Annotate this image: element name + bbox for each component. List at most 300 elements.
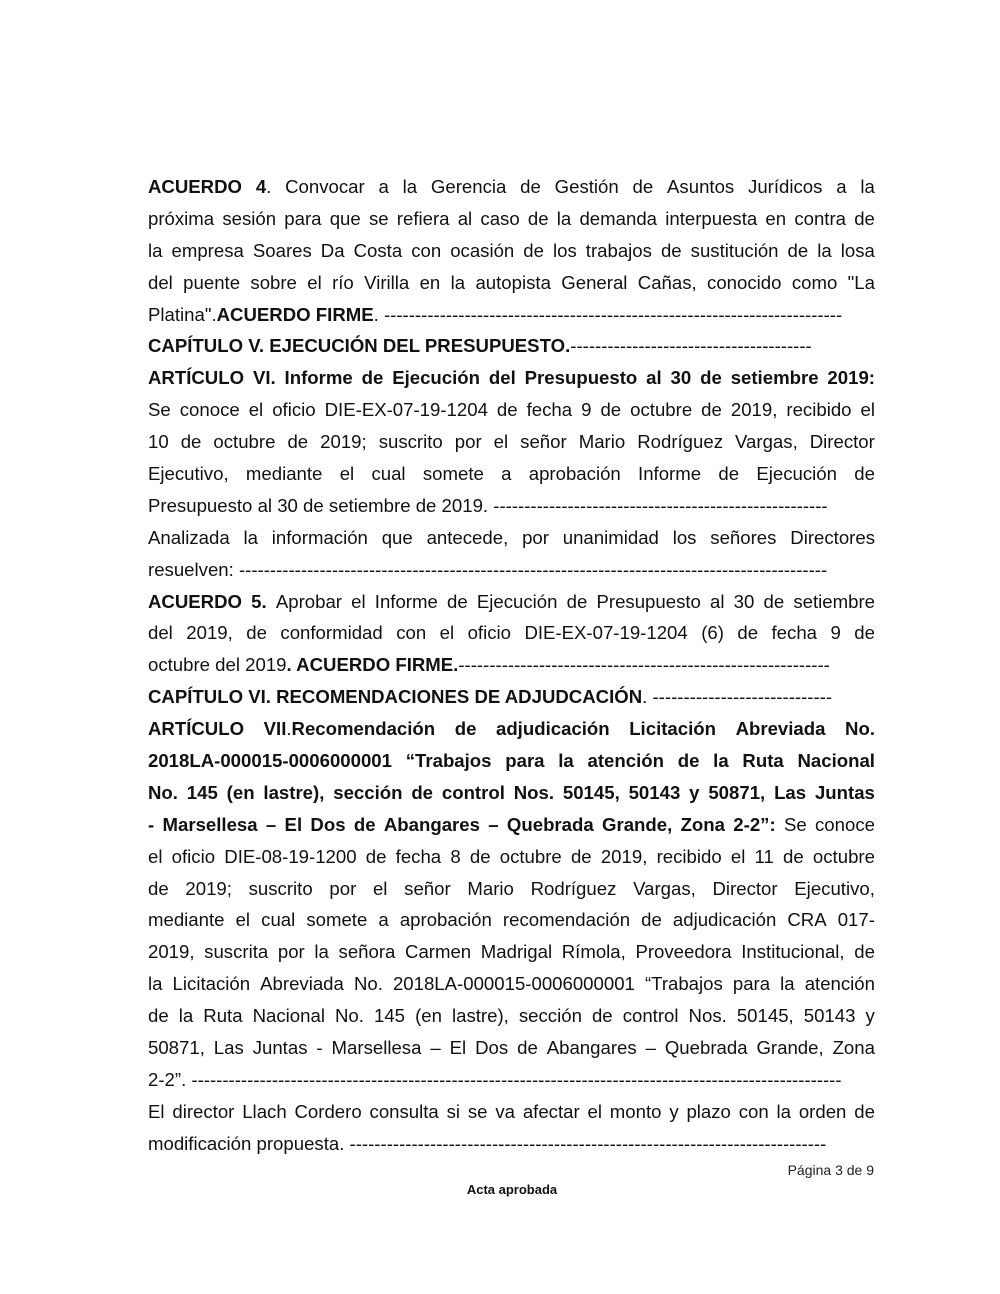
word-group xyxy=(306,904,367,936)
word-group xyxy=(253,1000,325,1032)
word-group xyxy=(524,617,687,649)
word-group xyxy=(561,267,627,299)
word-group xyxy=(587,1096,601,1128)
word: la xyxy=(402,176,418,197)
word: Informe xyxy=(374,590,438,612)
text-line xyxy=(148,617,875,649)
word: Nacional xyxy=(252,1005,325,1027)
word-group xyxy=(563,777,620,809)
justified-line xyxy=(148,777,875,809)
word: Las xyxy=(774,781,807,803)
word: . xyxy=(286,718,292,740)
word: de xyxy=(632,176,654,197)
word: Quebrada xyxy=(664,1037,748,1059)
word: Llach xyxy=(242,1100,287,1122)
word: recomendación xyxy=(502,909,631,931)
word-group xyxy=(488,809,498,841)
word-group xyxy=(553,235,577,267)
word: interpuesta xyxy=(665,207,758,229)
word-group xyxy=(148,777,178,809)
word: de xyxy=(570,845,592,867)
word: el xyxy=(248,399,264,421)
word: – xyxy=(488,813,499,835)
word: Licitación xyxy=(629,718,716,740)
word-group xyxy=(148,522,230,554)
word: adjudicación xyxy=(672,909,777,931)
word: río xyxy=(332,271,354,293)
word-group xyxy=(780,968,794,1000)
text-line xyxy=(148,649,875,681)
word-group xyxy=(848,267,875,299)
word-group xyxy=(447,586,468,618)
word: ARTÍCULO xyxy=(148,367,245,389)
justified-line xyxy=(148,968,875,1000)
word-group xyxy=(148,1000,169,1032)
word: 2019, xyxy=(600,845,648,867)
justified-line xyxy=(148,809,875,841)
justified-line xyxy=(148,904,875,936)
word: al xyxy=(457,207,473,229)
text-line xyxy=(148,841,875,873)
word-group xyxy=(563,522,659,554)
text-line xyxy=(148,1032,875,1064)
word: 2019, xyxy=(186,622,233,644)
word: 2019; xyxy=(320,431,367,453)
word-group xyxy=(362,362,384,394)
word-group xyxy=(320,426,367,458)
word: fecha xyxy=(395,845,442,867)
word-group xyxy=(224,841,356,873)
word: setiembre xyxy=(730,367,819,389)
word: de xyxy=(246,622,267,644)
word-group xyxy=(737,617,758,649)
word-group xyxy=(148,745,392,777)
justified-line xyxy=(148,586,875,618)
word-group xyxy=(710,522,776,554)
word: recibido xyxy=(786,399,852,421)
word: somete xyxy=(306,909,368,931)
word: Ruta xyxy=(203,1005,243,1027)
text-line xyxy=(148,235,875,267)
word: de xyxy=(361,367,384,389)
word-group xyxy=(246,458,323,490)
word: Se xyxy=(148,399,171,421)
word: de xyxy=(566,590,588,612)
word: Grande, xyxy=(602,813,673,835)
word: la xyxy=(860,176,875,197)
word: puente xyxy=(183,271,241,293)
word: Cañas, xyxy=(637,271,697,293)
word: para xyxy=(505,750,545,772)
word: Juntas xyxy=(814,781,875,803)
word: Madrigal xyxy=(480,941,553,963)
word-group xyxy=(295,1096,362,1128)
word: cual xyxy=(371,463,406,485)
text-line xyxy=(148,1000,875,1032)
word-group xyxy=(547,1032,637,1064)
word-group xyxy=(369,203,389,235)
word: Institucional, xyxy=(741,941,845,963)
word-group xyxy=(710,586,724,618)
word-group xyxy=(250,267,297,299)
word: de xyxy=(527,207,549,229)
word: 2019, xyxy=(730,399,778,421)
word-group xyxy=(213,426,275,458)
word-group xyxy=(635,936,731,968)
word-group xyxy=(148,235,162,267)
word: el xyxy=(351,590,366,612)
word: de xyxy=(496,399,518,421)
word: suscrito xyxy=(248,877,313,899)
word-group xyxy=(633,171,654,203)
word-group xyxy=(246,617,267,649)
word: el xyxy=(307,271,322,293)
word-group xyxy=(707,267,781,299)
word-group xyxy=(838,904,875,936)
word: 5. xyxy=(251,590,267,612)
word-group xyxy=(172,235,244,267)
word: por xyxy=(522,526,549,548)
word: a xyxy=(378,176,389,197)
word-group xyxy=(579,203,657,235)
word-group xyxy=(253,235,312,267)
word-group xyxy=(531,873,617,905)
word: Ejecutivo, xyxy=(794,877,875,899)
word-group xyxy=(496,713,610,745)
word-group xyxy=(667,171,734,203)
word: 2019; xyxy=(185,877,232,899)
word-group xyxy=(777,1096,791,1128)
word-group xyxy=(148,841,162,873)
word: señores xyxy=(710,526,777,548)
word-group xyxy=(665,203,757,235)
word: – xyxy=(430,1037,441,1059)
word: refiera xyxy=(396,207,450,229)
word-group xyxy=(172,1096,234,1128)
word-group xyxy=(251,586,267,618)
word-group xyxy=(236,904,250,936)
word-group xyxy=(678,745,700,777)
word: de xyxy=(353,813,376,835)
word-group xyxy=(755,841,774,873)
word-group xyxy=(278,936,305,968)
word: cual xyxy=(261,909,296,931)
word-group xyxy=(396,841,442,873)
word: Quebrada xyxy=(506,813,594,835)
word-group xyxy=(423,458,484,490)
word-group xyxy=(148,713,244,745)
word-group xyxy=(204,936,268,968)
word-group xyxy=(736,713,826,745)
word: de xyxy=(148,877,169,899)
word-group xyxy=(307,267,321,299)
word-group xyxy=(253,362,276,394)
word-group xyxy=(253,1032,308,1064)
word: fecha xyxy=(526,399,573,421)
word-group xyxy=(774,777,806,809)
word-group xyxy=(813,841,875,873)
text-segment: ------------------------------------------------------------ xyxy=(458,654,830,676)
word-group xyxy=(841,235,875,267)
word: de xyxy=(737,622,759,644)
word-group xyxy=(733,809,775,841)
word-group xyxy=(470,841,491,873)
justified-line xyxy=(148,426,875,458)
page-number: Página 3 de 9 xyxy=(787,1162,874,1178)
word-group xyxy=(148,267,173,299)
justified-line xyxy=(148,1096,875,1128)
word: No. xyxy=(353,973,383,995)
word-group xyxy=(501,458,511,490)
word-group xyxy=(701,617,724,649)
word: de xyxy=(783,845,804,867)
word: con xyxy=(411,239,442,261)
word: de xyxy=(700,367,722,389)
word: de xyxy=(677,750,700,772)
word: el xyxy=(235,909,251,931)
word-group xyxy=(739,1096,769,1128)
word-group xyxy=(713,745,729,777)
word-group xyxy=(475,1032,508,1064)
justified-line xyxy=(148,617,875,649)
word: Informe xyxy=(638,463,702,485)
text-line xyxy=(148,171,875,203)
word-group xyxy=(227,777,255,809)
word: octubre xyxy=(630,399,693,421)
word: la xyxy=(243,526,258,548)
word: mediante xyxy=(148,909,225,931)
word: lastre), xyxy=(451,1005,509,1027)
justified-line xyxy=(148,458,875,490)
word: los xyxy=(553,239,577,261)
word-group xyxy=(379,171,389,203)
word-group xyxy=(742,745,783,777)
word-group xyxy=(638,267,697,299)
word: de xyxy=(517,1037,538,1059)
text-segment: resuelven: ----------------------------------------------------------------------------------------------- xyxy=(148,558,828,580)
word-group xyxy=(411,235,441,267)
word: . xyxy=(266,176,272,197)
word-group xyxy=(366,841,387,873)
word-group xyxy=(266,809,276,841)
word-group xyxy=(325,394,488,426)
word: Las xyxy=(213,1037,244,1059)
word-group xyxy=(514,777,554,809)
word: a xyxy=(836,176,847,197)
word: sección xyxy=(333,781,403,803)
word-group xyxy=(708,777,765,809)
word-group xyxy=(520,426,567,458)
word-group xyxy=(581,394,591,426)
word: 9 xyxy=(581,399,592,421)
word-group xyxy=(520,171,541,203)
word-group xyxy=(440,617,454,649)
word: 2018LA-000015-0006000001 xyxy=(148,750,392,772)
word: trabajos xyxy=(585,239,652,261)
word-group xyxy=(148,1032,205,1064)
word: Abangares xyxy=(383,813,480,835)
word: Proveedora xyxy=(635,941,732,963)
word-group xyxy=(805,968,875,1000)
word: Vargas, xyxy=(633,877,696,899)
word-group xyxy=(148,426,169,458)
word-group xyxy=(185,873,232,905)
word-group xyxy=(333,777,402,809)
word-group xyxy=(404,873,451,905)
word-group xyxy=(646,1032,656,1064)
word: el xyxy=(730,845,746,867)
word-group xyxy=(602,809,672,841)
word: de xyxy=(660,239,682,261)
word: la xyxy=(776,1100,792,1122)
word: “Trabajos xyxy=(405,750,492,772)
word: Gestión xyxy=(554,176,619,197)
word-group xyxy=(555,171,619,203)
word-group xyxy=(833,1032,875,1064)
word-group xyxy=(420,267,441,299)
word-group xyxy=(447,1096,460,1128)
word: "La xyxy=(847,271,875,293)
text-line xyxy=(148,1064,875,1096)
word-group xyxy=(180,394,240,426)
word-group xyxy=(260,968,344,1000)
text-line xyxy=(148,267,875,299)
word-group xyxy=(285,171,365,203)
word-group xyxy=(815,777,875,809)
word: sobre xyxy=(250,271,297,293)
word-group xyxy=(406,745,492,777)
word-group xyxy=(827,362,875,394)
word: la xyxy=(314,941,329,963)
justified-line xyxy=(148,936,875,968)
word: de xyxy=(523,239,544,261)
word: Nacional xyxy=(797,750,875,772)
word-group xyxy=(148,394,171,426)
word: Directores xyxy=(790,526,875,548)
word: DIE-EX-07-19-1204 xyxy=(324,399,488,421)
word: octubre xyxy=(213,431,276,453)
word-group xyxy=(854,936,875,968)
word: de xyxy=(411,781,434,803)
word-group xyxy=(378,904,388,936)
word-group xyxy=(187,777,218,809)
justified-line xyxy=(148,235,875,267)
word: de xyxy=(148,1005,169,1027)
word-group xyxy=(686,1096,730,1128)
word: la xyxy=(148,239,163,261)
word-group xyxy=(396,617,426,649)
word: conoce xyxy=(179,399,240,421)
word-group xyxy=(596,586,700,618)
text-line xyxy=(148,394,875,426)
text-line xyxy=(148,873,875,905)
word: Se xyxy=(783,813,807,835)
word: afectar xyxy=(522,1100,580,1122)
word: atención xyxy=(587,750,664,772)
word: Director xyxy=(809,431,875,453)
word-group xyxy=(148,171,242,203)
word-group xyxy=(817,235,831,267)
word: de xyxy=(447,590,468,612)
word-group xyxy=(400,904,492,936)
word-group xyxy=(148,873,169,905)
word-group xyxy=(794,873,875,905)
word-group xyxy=(371,458,405,490)
word-group xyxy=(430,1032,440,1064)
word: mediante xyxy=(245,463,323,485)
text-line xyxy=(148,490,875,522)
word-group xyxy=(503,904,630,936)
word: el xyxy=(860,399,875,421)
word: de xyxy=(600,399,622,421)
word-group xyxy=(793,586,875,618)
word: en xyxy=(765,207,787,229)
word-group xyxy=(646,362,662,394)
word-group xyxy=(148,1096,165,1128)
word-group xyxy=(495,1096,515,1128)
word: el xyxy=(439,622,455,644)
word: 2018LA-000015-0006000001 xyxy=(392,973,635,995)
word: próxima xyxy=(148,207,215,229)
word-group xyxy=(468,617,511,649)
word-group xyxy=(507,809,594,841)
word-group xyxy=(623,1000,679,1032)
word: la xyxy=(780,973,795,995)
word-group xyxy=(610,1096,662,1128)
word: de xyxy=(701,399,722,421)
word-group xyxy=(799,1096,847,1128)
word-group xyxy=(405,936,471,968)
word-group xyxy=(600,394,621,426)
word-group xyxy=(784,809,807,841)
word: VI. xyxy=(252,367,276,389)
word: No. xyxy=(335,1005,364,1027)
word: Aprobar xyxy=(275,590,342,612)
word: ACUERDO xyxy=(148,176,243,197)
word: por xyxy=(277,941,305,963)
word: Rodríguez xyxy=(637,431,724,453)
word-group xyxy=(452,1000,509,1032)
word: caso xyxy=(480,207,520,229)
word-group xyxy=(379,426,443,458)
word: – xyxy=(265,813,277,835)
text-segment: 2-2”. --------------------------------------------------------------------------------------------------------- xyxy=(148,1068,842,1090)
word-group xyxy=(529,458,621,490)
word: por xyxy=(454,431,482,453)
word: como xyxy=(791,271,838,293)
word: que xyxy=(329,207,361,229)
word-group xyxy=(203,1000,242,1032)
word: del xyxy=(148,622,173,644)
word: octubre xyxy=(499,845,562,867)
word: Juntas xyxy=(252,1037,308,1059)
word-group xyxy=(748,171,822,203)
word-group xyxy=(681,809,725,841)
word-group xyxy=(794,203,846,235)
word-group xyxy=(264,713,436,745)
word-group xyxy=(285,809,303,841)
word: DIE-EX-07-19-1204 xyxy=(524,622,688,644)
word: de xyxy=(520,176,541,197)
word: control xyxy=(441,781,505,803)
word-group xyxy=(571,841,592,873)
text-line xyxy=(148,554,875,586)
word-group xyxy=(641,904,662,936)
word-group xyxy=(500,841,562,873)
word: Ejecución xyxy=(756,463,837,485)
word: autopista xyxy=(475,271,551,293)
bold-text: CAPÍTULO VI. RECOMENDACIONES DE ADJUDCACIÓN xyxy=(148,686,643,708)
